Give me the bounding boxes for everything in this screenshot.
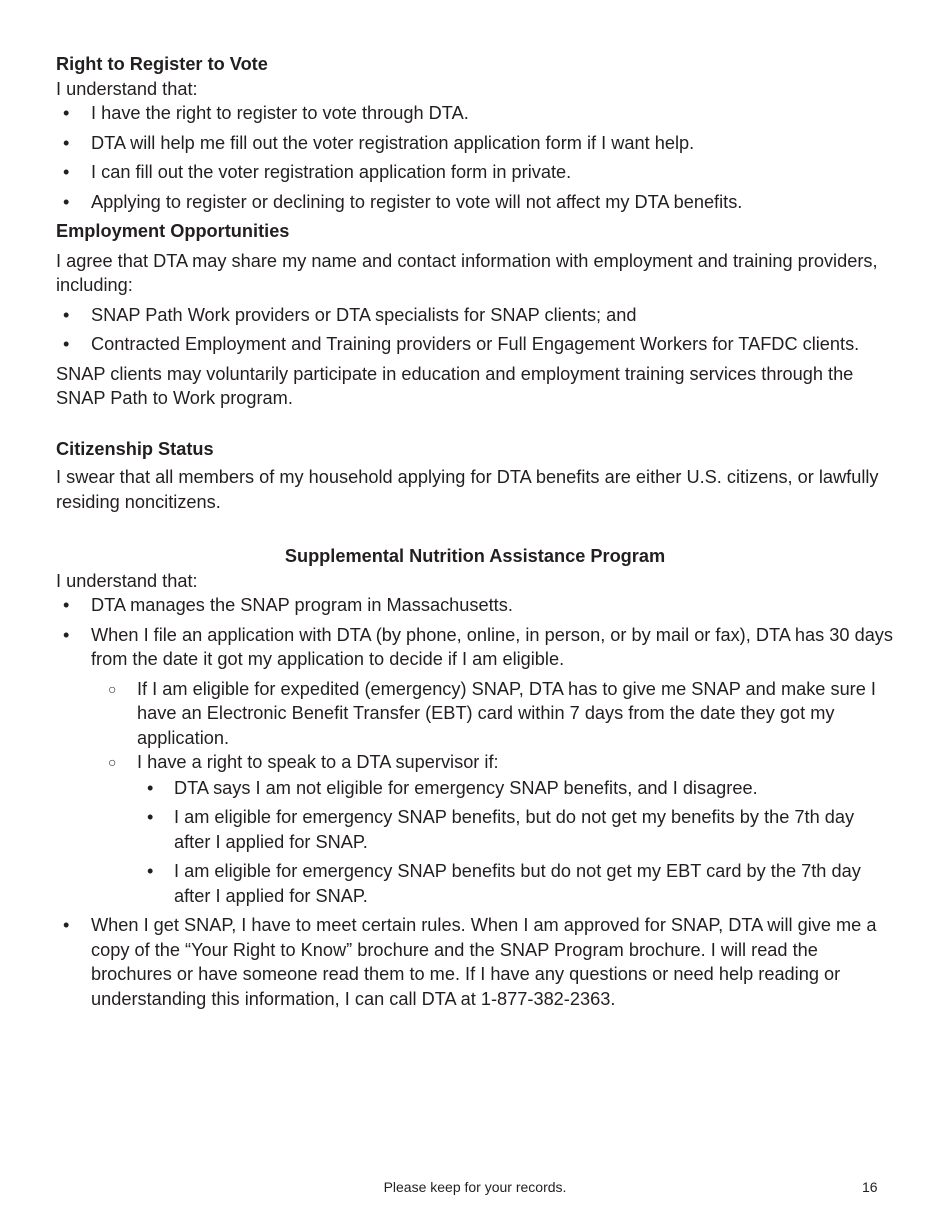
bullet-icon: • [63, 624, 70, 645]
list-item-text: DTA will help me fill out the voter registration application form if I want help. [91, 132, 695, 153]
sub-sub-list-item [137, 776, 894, 801]
employment-intro: I agree that DTA may share my name and contact information with employment and training providers, including: [56, 250, 878, 295]
list-item [56, 160, 894, 185]
bullet-icon: • [63, 191, 70, 212]
snap-section [56, 544, 894, 1011]
bullet-icon: • [63, 103, 70, 123]
bullet-icon: • [63, 132, 70, 153]
page-number: 16 [862, 1179, 878, 1195]
bullet-icon: • [147, 861, 154, 881]
list-item-text: I can fill out the voter registration application form in private. [91, 162, 572, 182]
list-item-text: I have the right to register to vote through DTA. [91, 103, 469, 123]
sub-sub-list-item-text: I am eligible for emergency SNAP benefits, but do not get my benefits by the 7th day after I applied for SNAP. [174, 807, 855, 852]
snap-heading: Supplemental Nutrition Assistance Program [284, 546, 666, 566]
sub-sub-list-item [137, 805, 894, 854]
supervisor-conditions-list [137, 776, 894, 909]
vote-list [56, 101, 894, 214]
sub-list-item-text: If I am eligible for expedited (emergency) SNAP, DTA has to give me SNAP and make sure I have an Electronic Benefit Transfer (EBT) card within 7 days from the date they got my application. [137, 678, 876, 748]
list-item [56, 332, 894, 357]
list-item [56, 101, 894, 126]
hollow-circle-bullet-icon: ○ [108, 680, 117, 697]
document-page [56, 52, 894, 1016]
list-item [56, 623, 894, 909]
list-item-text: Contracted Employment and Training providers or Full Engagement Workers for TAFDC clients. [91, 334, 860, 354]
list-item-text: Applying to register or declining to register to vote will not affect my DTA benefits. [91, 191, 743, 212]
citizenship-heading: Citizenship Status [56, 438, 214, 459]
bullet-icon: • [63, 595, 70, 615]
citizenship-section [56, 437, 894, 515]
sub-sub-list-item-text: DTA says I am not eligible for emergency SNAP benefits, and I disagree. [174, 777, 758, 798]
sub-list-item [91, 750, 894, 908]
footer-note: Please keep for your records. [383, 1179, 567, 1195]
list-item-text: When I file an application with DTA (by phone, online, in person, or by mail or fax), DTA has 30 days from the date it got my application to decide if I am eligible. [91, 624, 893, 669]
sub-sub-list-item-text: I am eligible for emergency SNAP benefits but do not get my EBT card by the 7th day after I applied for SNAP. [174, 861, 861, 906]
list-item [56, 190, 894, 215]
list-item [56, 303, 894, 328]
list-item-text: DTA manages the SNAP program in Massachusetts. [91, 595, 513, 615]
bullet-icon: • [63, 162, 70, 182]
hollow-circle-bullet-icon: ○ [108, 754, 117, 770]
vote-intro: I understand that: [56, 78, 198, 99]
vote-section [56, 52, 894, 214]
sub-list-item [91, 677, 894, 751]
employment-section [56, 219, 894, 411]
employment-list [56, 303, 894, 357]
snap-intro: I understand that: [56, 570, 198, 591]
bullet-icon: • [147, 807, 154, 827]
sub-list-item-text: I have a right to speak to a DTA supervisor if: [137, 752, 499, 772]
snap-list [56, 593, 894, 1011]
bullet-icon: • [63, 915, 70, 935]
list-item [56, 913, 894, 1011]
list-item-text: SNAP Path Work providers or DTA specialists for SNAP clients; and [91, 304, 637, 325]
bullet-icon: • [63, 334, 70, 354]
sub-sub-list-item [137, 859, 894, 908]
list-item [56, 593, 894, 618]
bullet-icon: • [63, 304, 70, 325]
list-item [56, 131, 894, 156]
snap-sub-list [91, 677, 894, 909]
employment-closing: SNAP clients may voluntarily participate in education and employment training services through the SNAP Path to Work program. [56, 363, 854, 408]
citizenship-body: I swear that all members of my household applying for DTA benefits are either U.S. citizens, or lawfully residing noncitizens. [56, 467, 879, 512]
list-item-text: When I get SNAP, I have to meet certain rules. When I am approved for SNAP, DTA will give me a copy of the “Your Right to Know” brochure and the SNAP Program brochure. I will read the brochures or have someone read them to me. If I have any questions or need help reading or understanding this information, I can call DTA at 1-877-382-2363. [91, 915, 877, 1009]
bullet-icon: • [147, 777, 154, 798]
employment-heading: Employment Opportunities [56, 221, 290, 241]
vote-heading: Right to Register to Vote [56, 54, 268, 74]
